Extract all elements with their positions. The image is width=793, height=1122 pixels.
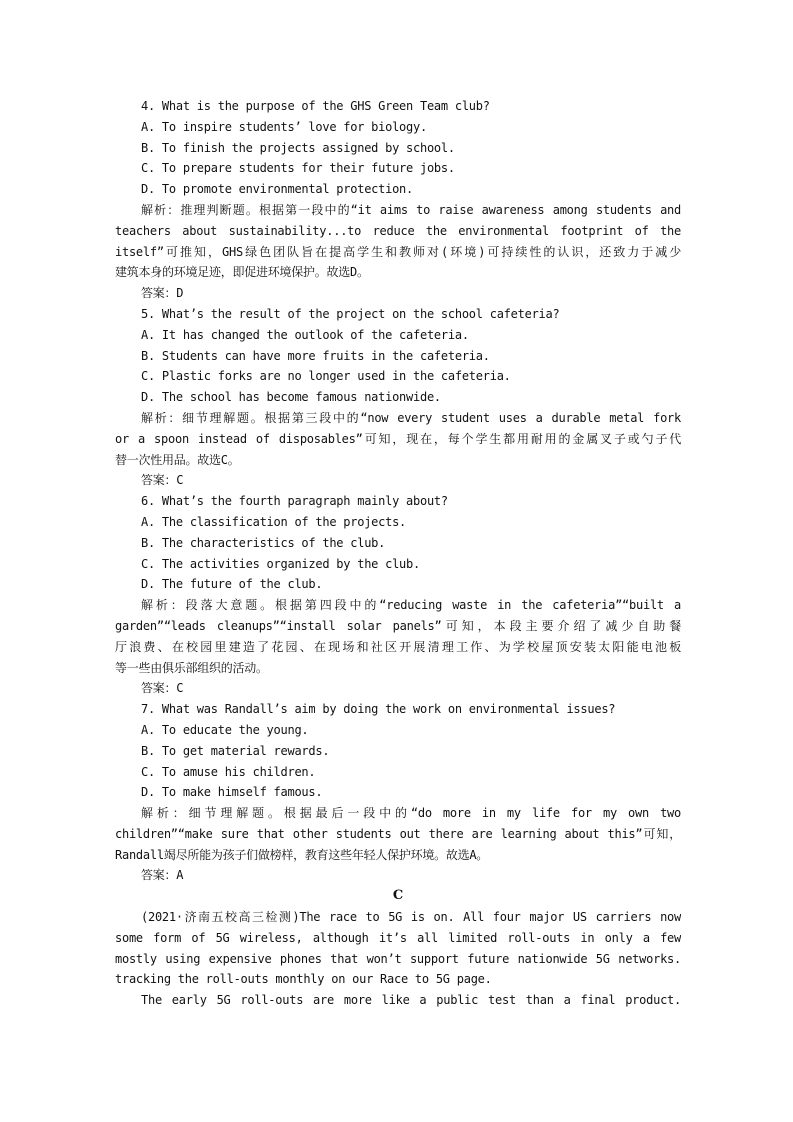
section-title: C [392,888,404,904]
analysis-line: 解析：细节理解题。根据最后一段中的“do more in my life for my own two [141,806,681,821]
question-stem: 5. What’s the result of the project on the school cafeteria? [141,306,560,321]
question-stem: 6. What’s the fourth paragraph mainly about? [141,494,448,509]
question-stem: 7. What was Randall’s aim by doing the work on environmental issues? [141,702,616,717]
answer: 答案：D [141,286,184,301]
option-b: B. The characteristics of the club. [141,535,386,550]
analysis-line: 替一次性用品。故选C。 [115,452,240,467]
option-c: C. To prepare students for their future jobs. [141,161,455,176]
analysis-line: teachers about sustainability...to reduce the environmental footprint of the [115,223,681,238]
section-c [115,886,681,1011]
analysis-line: itself”可推知，GHS绿色团队旨在提高学生和教师对(环境)可持续性的认识，还致力于减少 [115,244,681,259]
analysis-line: 建筑本身的环境足迹，即促进环境保护。故选D。 [115,265,369,280]
analysis-line: 厅浪费、在校园里建造了花园、在现场和社区开展清理工作、为学校屋顶安装太阳能电池板 [115,639,681,654]
passage-line: mostly using expensive phones that won’t support future nationwide 5G networks. [115,951,681,966]
option-d: D. The school has become famous nationwide. [141,390,441,405]
passage-line: The early 5G roll-outs are more like a public test than a final product. [141,993,681,1008]
option-b: B. To finish the projects assigned by school. [141,140,455,155]
option-a: A. To educate the young. [141,722,309,737]
analysis-line: 解析：细节理解题。根据第三段中的“now every student uses a durable metal fork [141,410,681,425]
document-body [115,96,681,1011]
analysis-line: 等一些由俱乐部组织的活动。 [115,660,268,675]
passage-line: (2021·济南五校高三检测)The race to 5G is on. All four major US carriers now [141,910,681,925]
analysis-line: garden”“leads cleanups”“install solar panels”可知，本段主要介绍了减少自助餐 [115,618,681,633]
option-c: C. The activities organized by the club. [141,556,420,571]
answer: 答案：C [141,473,184,488]
option-d: D. The future of the club. [141,577,323,592]
option-d: D. To promote environmental protection. [141,182,414,197]
question-4 [115,96,681,304]
analysis-line: 解析：推理判断题。根据第一段中的“it aims to raise awareness among students and [141,202,681,217]
analysis-line: Randall竭尽所能为孩子们做榜样，教育这些年轻人保护环境。故选A。 [115,847,489,862]
option-a: A. It has changed the outlook of the cafeteria. [141,327,469,342]
option-d: D. To make himself famous. [141,785,323,800]
answer: 答案：C [141,681,184,696]
analysis-line: 解析：段落大意题。根据第四段中的“reducing waste in the cafeteria”“built a [141,598,681,613]
question-5 [115,304,681,491]
option-b: B. To get material rewards. [141,743,330,758]
answer: 答案：A [141,868,184,883]
analysis-line: children”“make sure that other students out there are learning about this”可知， [115,826,681,841]
option-b: B. Students can have more fruits in the cafeteria. [141,348,490,363]
passage-line: tracking the roll-outs monthly on our Race to 5G page. [115,972,492,987]
analysis-line: or a spoon instead of disposables”可知，现在，每个学生都用耐用的金属叉子或勺子代 [115,431,681,446]
question-7 [115,699,681,886]
option-c: C. To amuse his children. [141,764,316,779]
option-c: C. Plastic forks are no longer used in the cafeteria. [141,369,511,384]
option-a: A. The classification of the projects. [141,514,407,529]
question-stem: 4. What is the purpose of the GHS Green Team club? [141,99,490,113]
question-6 [115,491,681,699]
passage-line: some form of 5G wireless, although it’s all limited roll-outs in only a few [115,930,681,945]
option-a: A. To inspire students’ love for biology. [141,119,427,134]
